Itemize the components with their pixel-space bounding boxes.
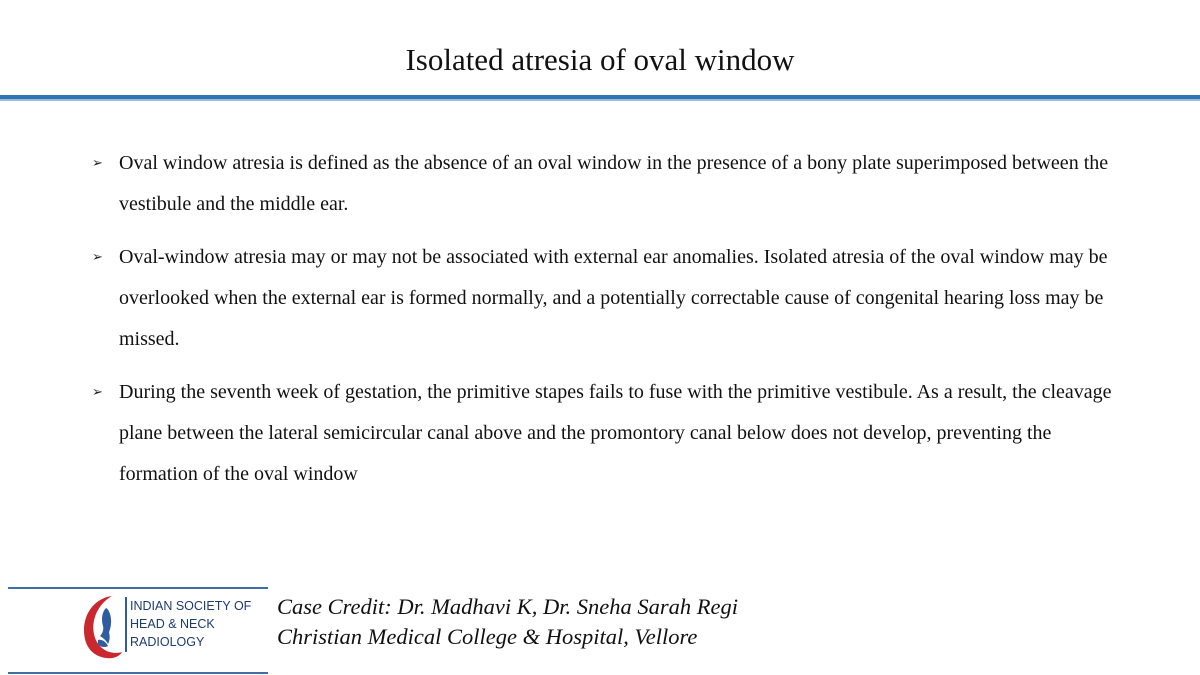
credit-line: Case Credit: Dr. Madhavi K, Dr. Sneha Sarah Regi [277, 594, 739, 619]
arrow-bullet-icon: ➢ [92, 385, 103, 400]
org-name [130, 597, 251, 651]
org-name-line: INDIAN SOCIETY OF [130, 599, 252, 613]
bullet-text: Oval window atresia is defined as the absence of an oval window in the presence of a bony plate superimposed between the vestibule and the middle ear. [119, 152, 1109, 215]
arrow-bullet-icon: ➢ [92, 156, 103, 171]
title-divider-shade [0, 99, 1200, 101]
logo-divider [125, 597, 127, 652]
bullet-list [94, 143, 1114, 507]
arrow-bullet-icon: ➢ [92, 250, 103, 265]
org-name-line: RADIOLOGY [130, 635, 205, 649]
footer-divider-top [8, 587, 268, 589]
footer-divider-bottom [8, 672, 268, 674]
org-name-line: HEAD & NECK [130, 617, 215, 631]
bullet-item [94, 372, 1114, 495]
bullet-item [94, 143, 1114, 225]
bullet-text: Oval-window atresia may or may not be associated with external ear anomalies. Isolated atresia of the oval window may be overlooked when the external ear is formed normally, and a potentially correctable cause of congenital hearing loss may be missed. [119, 246, 1108, 350]
bullet-text: During the seventh week of gestation, the primitive stapes fails to fuse with the primitive vestibule. As a result, the cleavage plane between the lateral semicircular canal above and the promontory canal below does not develop, preventing the formation of the oval window [119, 381, 1112, 485]
bullet-item [94, 237, 1114, 360]
slide-title: Isolated atresia of oval window [405, 42, 795, 77]
institution-line: Christian Medical College & Hospital, Vellore [277, 624, 698, 649]
ear-head-logo-icon [76, 590, 126, 668]
case-credits [277, 592, 738, 652]
